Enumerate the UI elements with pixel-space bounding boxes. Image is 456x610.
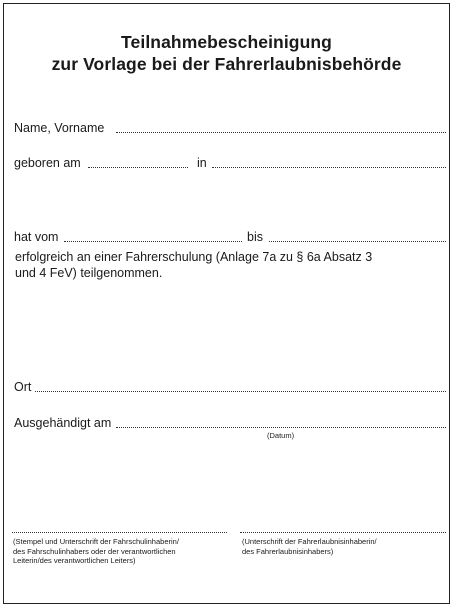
birth-place-label: in [197, 156, 207, 170]
holder-signature-caption-line-2: des Fahrerlaubnisinhabers) [242, 546, 334, 556]
school-signature-caption [13, 537, 179, 566]
from-date-field[interactable] [64, 240, 242, 242]
school-signature-line[interactable] [12, 531, 227, 533]
holder-signature-caption [242, 537, 377, 556]
school-signature-caption-line-2: des Fahrschulinhabers oder der verantwortlichen [13, 546, 176, 556]
birth-place-field[interactable] [212, 166, 446, 168]
statement-line-1: erfolgreich an einer Fahrerschulung (Anlage 7a zu § 6a Absatz 3 [15, 250, 373, 264]
issued-label: Ausgehändigt am [14, 416, 112, 430]
to-label: bis [247, 230, 263, 244]
school-signature-caption-line-3: Leiterin/des verantwortlichen Leiters) [13, 556, 136, 565]
birth-date-field[interactable] [88, 166, 188, 168]
birth-date-label: geboren am [14, 156, 81, 170]
issued-date-field[interactable] [116, 426, 446, 428]
name-field[interactable] [116, 131, 446, 133]
place-label: Ort [14, 380, 32, 394]
statement-line-2: und 4 FeV) teilgenommen. [15, 266, 163, 280]
form-title: Teilnahmebescheinigung [121, 32, 332, 52]
date-caption: (Datum) [267, 431, 295, 440]
certificate-form [3, 3, 450, 604]
to-date-field[interactable] [269, 240, 446, 242]
form-subtitle: zur Vorlage bei der Fahrerlaubnisbehörde [51, 54, 402, 74]
holder-signature-line[interactable] [240, 531, 446, 533]
from-label: hat vom [14, 230, 59, 244]
holder-signature-caption-line-1: (Unterschrift der Fahrerlaubnisinhaberin/ [242, 537, 377, 546]
name-label: Name, Vorname [14, 121, 105, 135]
place-field[interactable] [35, 390, 446, 392]
school-signature-caption-line-1: (Stempel und Unterschrift der Fahrschulinhaberin/ [13, 537, 179, 546]
